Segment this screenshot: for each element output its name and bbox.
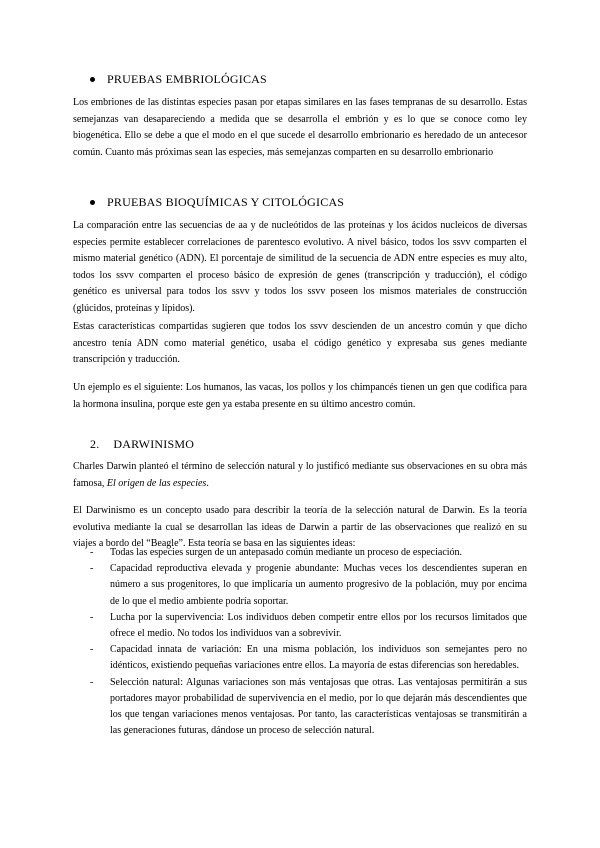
intro-text: Charles Darwin planteó el término de selección natural y lo justificó mediante sus observaciones en su obra más famosa, (73, 461, 527, 489)
darwin-ideas-list (73, 545, 527, 739)
book-title: El origen de las especies (106, 477, 207, 489)
paragraph-darwinismo: El Darwinismo es un concepto usado para describir la teoría de la selección natural de Darwin. Es la teoría evolutiva mediante la cual se desarrollan las ideas de Darwin a partir de las observaciones que realizó en su viajes a bordo del “Beagle”. Esta teoría se basa en las siguientes ideas: (73, 505, 527, 549)
intro-end: . (206, 477, 209, 489)
heading-text: DARWINISMO (113, 437, 195, 451)
section-heading-embriologicas (90, 72, 267, 87)
list-item-text: Lucha por la supervivencia: Los individuos deben competir entre ellos por los recursos limitados que ofrece el medio. No todos los individuos van a sobrevivir. (110, 611, 527, 640)
section-number: 2. (90, 437, 100, 451)
paragraph-darwin-intro (73, 459, 527, 492)
list-item-text: Capacidad innata de variación: En una misma población, los individuos son semejantes pero no idénticos, existiendo pequeñas variaciones entre ellos. La mayoría de estas diferencias son heredables. (110, 644, 527, 672)
paragraph-ancestro: Estas características compartidas sugieren que todos los ssvv descienden de un ancestro común y que dicho ancestro tenía ADN como material genético, usaba el código genético y expresaba sus genes mediante transcripción y traducción. (73, 321, 527, 365)
list-item (73, 675, 527, 740)
list-item (73, 561, 527, 610)
dash-marker: - (90, 644, 94, 656)
paragraph-ejemplo: Un ejemplo es el siguiente: Los humanos, las vacas, los pollos y los chimpancés tienen un gen que codifica para la hormona insulina, porque este gen ya estaba presente en su último ancestro común. (73, 382, 527, 410)
paragraph-bioquimicas: La comparación entre las secuencias de aa y de nucleótidos de las proteínas y los ácidos nucleicos de diversas especies permite establecer correlaciones de parentesco evolutivo. A nivel básico, todos los ssvv comparten el mismo material genético (ADN). El porcentaje de similitud de la secuencia de ADN entre especies es muy alto, todos los ssvv comparten el proceso básico de expresión de genes (transcripción y traducción), el código genético es universal para todos los ssvv y todos los ssvv poseen los mismos materiales de construcción (glúcidos, proteínas y lípidos). (73, 220, 527, 314)
dash-marker: - (90, 611, 94, 623)
list-item-text: Todas las especies surgen de un antepasado común mediante un proceso de especiación. (110, 547, 463, 558)
list-item (73, 642, 527, 674)
dash-marker: - (90, 563, 94, 575)
heading-text: PRUEBAS BIOQUÍMICAS Y CITOLÓGICAS (107, 195, 345, 209)
bullet-icon (90, 200, 95, 205)
list-item-text: Capacidad reproductiva elevada y progenie abundante: Muchas veces los descendientes superan en número a sus progenitores, lo que implicaría un aumento progresivo de la población, muy por encima de lo que el medio ambiente podría soportar. (110, 563, 527, 607)
heading-text: PRUEBAS EMBRIOLÓGICAS (107, 72, 267, 86)
paragraph-embriologicas: Los embriones de las distintas especies pasan por etapas similares en las fases tempranas de su desarrollo. Estas semejanzas van desapareciendo a medida que se desarrolla el embrión y es lo que se conoce como ley biogenética. Ello se debe a que el modo en el que sucede el desarrollo embrionario es heredado de un antecesor común. Cuanto más próximas sean las especies, más semejanzas comparten en su desarrollo embrionario (73, 97, 527, 158)
list-item (73, 545, 527, 561)
list-item-text: Selección natural: Algunas variaciones son más ventajosas que otras. Las ventajosas permitirán a sus portadores mayor probabilidad de supervivencia en el medio, por lo que dejarán más descendientes que los que tengan variaciones menos ventajosas. Por tanto, las características ventajosas se transmitirán a las generaciones futuras, dándose un proceso de selección natural. (110, 676, 527, 737)
dash-marker: - (90, 547, 94, 558)
dash-marker: - (90, 676, 94, 688)
bullet-icon (90, 77, 95, 82)
section-heading-darwinismo (90, 437, 194, 452)
list-item (73, 610, 527, 642)
section-heading-bioquimicas (90, 195, 344, 210)
